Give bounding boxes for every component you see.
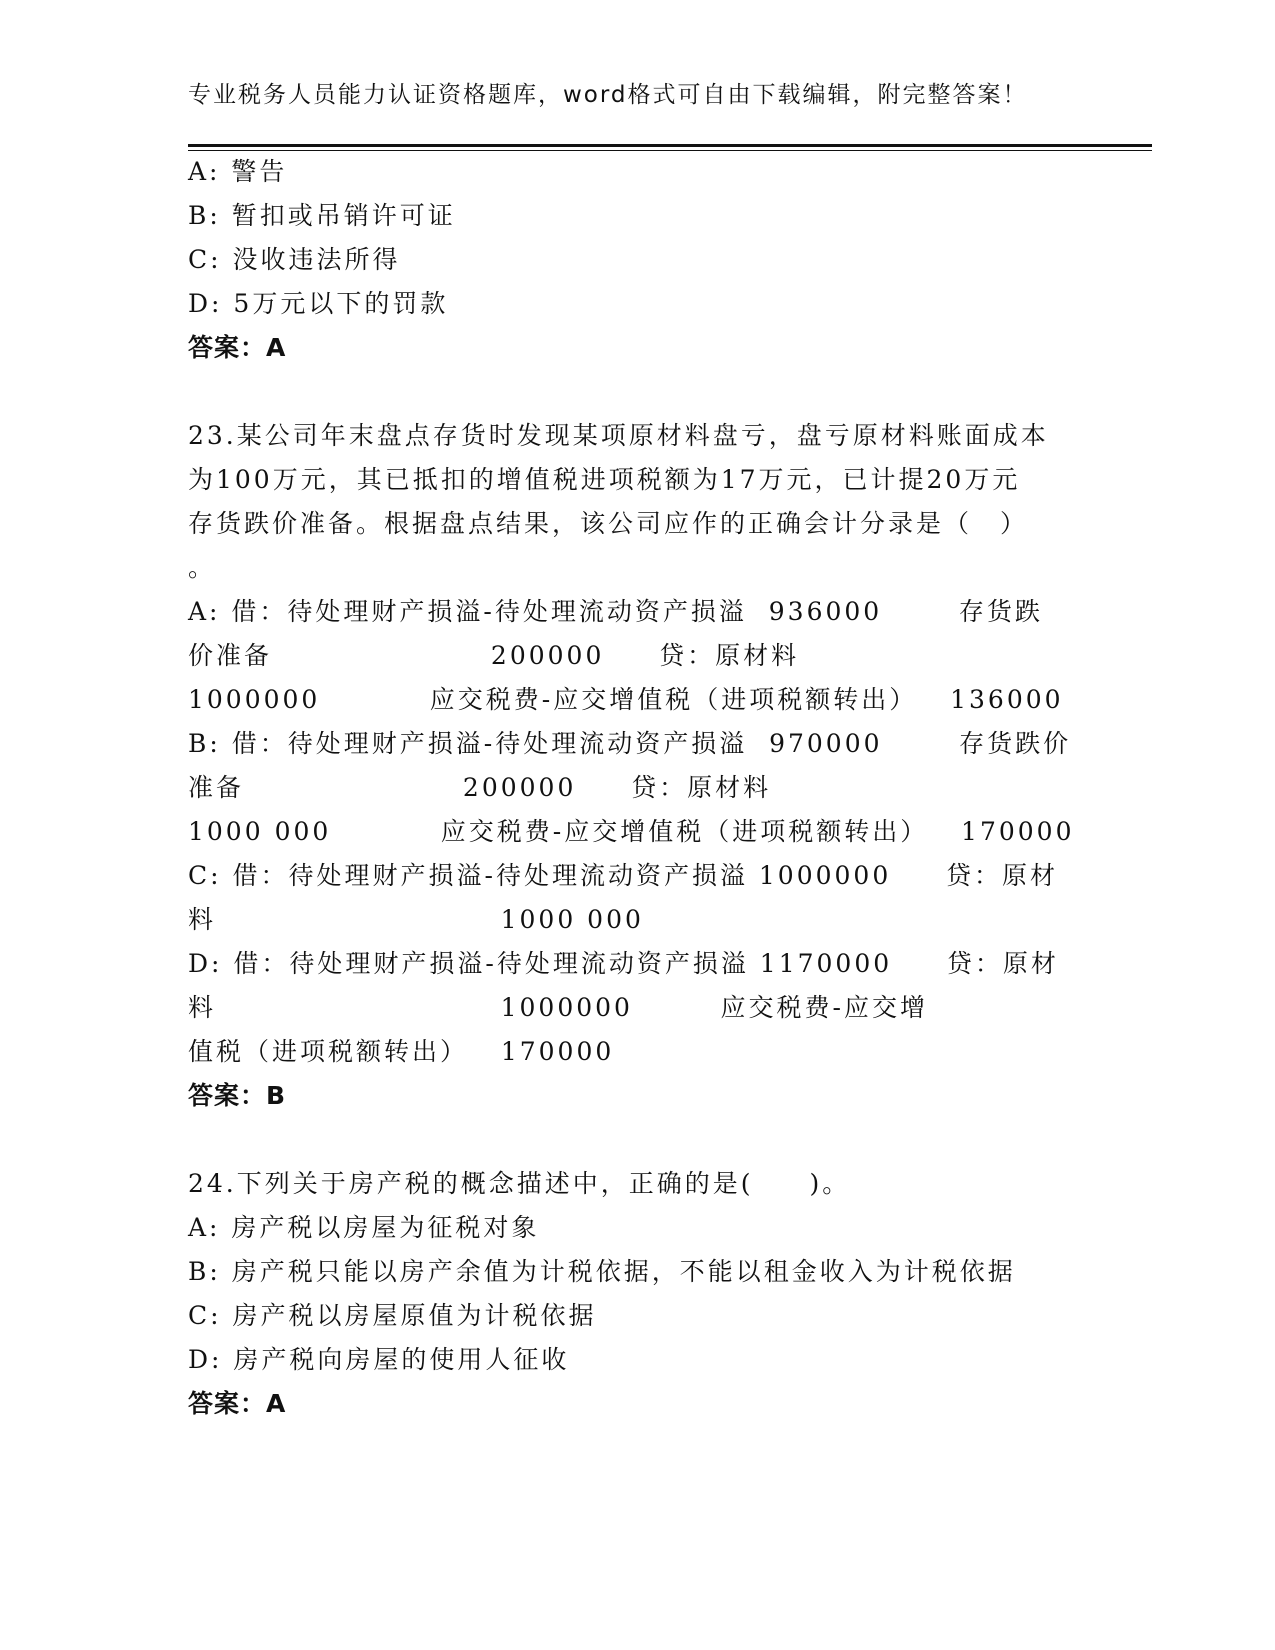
q23-stem-line: 存货跌价准备。根据盘点结果，该公司应作的正确会计分录是（ ） — [188, 509, 1029, 538]
q24-option-a: A: 房产税以房屋为征税对象 — [188, 1213, 540, 1242]
q24-option-b: B: 房产税只能以房产余值为计税依据，不能以租金收入为计税依据 — [188, 1257, 1016, 1286]
q22-option-b: B: 暂扣或吊销许可证 — [188, 201, 456, 230]
q24-stem: 24.下列关于房产税的概念描述中，正确的是( )。 — [188, 1169, 851, 1198]
q23-option-b-line: B: 借：待处理财产损溢-待处理流动资产损溢 970000 存货跌价 — [188, 729, 1072, 758]
page-header: 专业税务人员能力认证资格题库，word格式可自由下载编辑，附完整答案！ — [188, 82, 1028, 108]
q24-option-c: C: 房产税以房屋原值为计税依据 — [188, 1301, 597, 1330]
q23-option-a-line: A: 借：待处理财产损溢-待处理流动资产损溢 936000 存货跌 — [188, 597, 1043, 626]
q23-option-d-line: 值税（进项税额转出） 170000 — [188, 1037, 615, 1066]
q23-answer: 答案：B — [188, 1081, 287, 1110]
q23-option-d-line: D: 借：待处理财产损溢-待处理流动资产损溢 1170000 贷：原材 — [188, 949, 1059, 978]
q22-answer: 答案：A — [188, 333, 287, 362]
q23-option-a-line: 价准备 200000 贷：原材料 — [188, 641, 800, 670]
q23-option-b-line: 1000 000 应交税费-应交增值税（进项税额转出） 170000 — [188, 817, 1075, 846]
q23-stem-line: 为100万元，其已抵扣的增值税进项税额为17万元，已计提20万元 — [188, 465, 1021, 494]
q23-option-c-line: 料 1000 000 — [188, 905, 644, 934]
header-rule-thick — [188, 144, 1152, 147]
q22-option-d: D: 5万元以下的罚款 — [188, 289, 449, 318]
q24-option-d: D: 房产税向房屋的使用人征收 — [188, 1345, 570, 1374]
q22-option-a: A: 警告 — [188, 157, 288, 186]
q23-stem-line: 23.某公司年末盘点存货时发现某项原材料盘亏，盘亏原材料账面成本 — [188, 421, 1049, 450]
q23-option-b-line: 准备 200000 贷：原材料 — [188, 773, 772, 802]
header-rule-thin — [188, 150, 1152, 151]
q23-option-c-line: C: 借：待处理财产损溢-待处理流动资产损溢 1000000 贷：原材 — [188, 861, 1058, 890]
q23-option-a-line: 1000000 应交税费-应交增值税（进项税额转出） 136000 — [188, 685, 1064, 714]
q23-option-d-line: 料 1000000 应交税费-应交增 — [188, 993, 928, 1022]
q22-option-c: C: 没收违法所得 — [188, 245, 401, 274]
q24-answer: 答案：A — [188, 1389, 287, 1418]
q23-stem-line: 。 — [188, 553, 217, 582]
